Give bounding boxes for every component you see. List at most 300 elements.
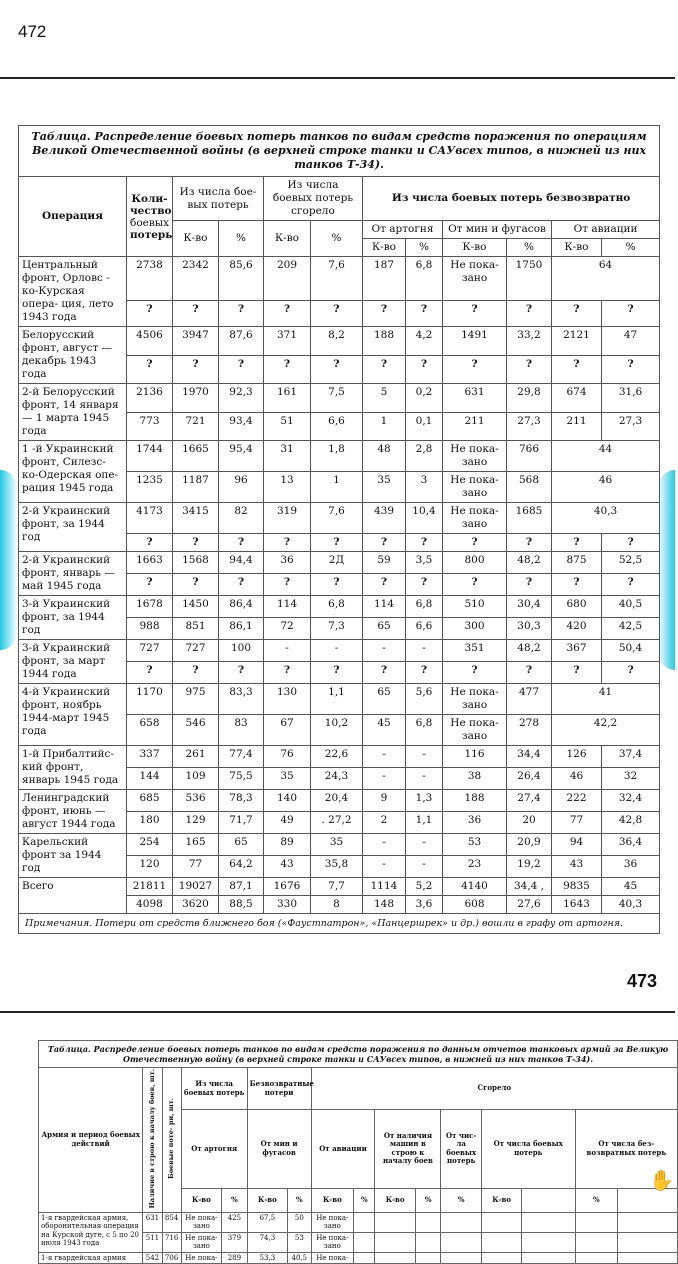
value-cell: 27,4	[507, 790, 552, 812]
value-cell	[375, 1212, 415, 1232]
table-row	[19, 327, 660, 356]
value-cell: 6,8	[406, 715, 443, 746]
value-cell: 6,6	[406, 618, 443, 640]
value-cell: 300	[443, 618, 507, 640]
header-pct: %	[602, 239, 660, 257]
value-cell	[441, 1232, 481, 1252]
h-kvo: К-во	[481, 1188, 521, 1212]
value-cell: 144	[127, 768, 173, 790]
header-kvo: К-во	[443, 239, 507, 257]
table-row	[19, 834, 660, 856]
page-divider-top	[0, 77, 675, 79]
value-cell: 685	[127, 790, 173, 812]
value-cell: ?	[173, 574, 219, 596]
value-cell: 2	[363, 812, 406, 834]
value-cell: 1,8	[311, 441, 363, 472]
value-cell: 568	[507, 472, 552, 503]
value-cell: 30,3	[507, 618, 552, 640]
army-cell: 1-я гвардейская армия	[39, 1252, 143, 1264]
table2-row	[39, 1212, 678, 1232]
value-cell: 254	[127, 834, 173, 856]
value-cell	[618, 1232, 678, 1252]
value-cell: ?	[552, 534, 602, 552]
value-cell: 94,4	[219, 552, 264, 574]
page-divider-bottom	[0, 1011, 675, 1013]
value-cell: 36	[602, 856, 660, 878]
value-cell: 82	[219, 503, 264, 534]
value-cell: 7,3	[311, 618, 363, 640]
value-cell: -	[406, 856, 443, 878]
value-cell: 45	[602, 878, 660, 896]
value-cell: ?	[363, 662, 406, 684]
value-cell: 371	[264, 327, 311, 356]
header-kvo: К-во	[264, 221, 311, 257]
value-cell: 4173	[127, 503, 173, 534]
value-cell: -	[363, 834, 406, 856]
header-of-irrec: От числа без- возвратных потерь	[575, 1110, 677, 1188]
value-cell: 148	[363, 896, 406, 914]
value-cell: 47	[602, 327, 660, 356]
value-cell: 209	[264, 257, 311, 301]
value-cell: 34,4	[507, 746, 552, 768]
value-cell: ?	[311, 574, 363, 596]
value-cell: 161	[264, 384, 311, 413]
left-edge-glow	[0, 470, 16, 650]
value-cell: 439	[363, 503, 406, 534]
value-cell: 78,3	[219, 790, 264, 812]
table-row	[19, 684, 660, 715]
value-cell: 716	[162, 1232, 181, 1252]
value-cell: Не пока- зано	[181, 1212, 221, 1232]
value-cell: 330	[264, 896, 311, 914]
value-cell: 30,4	[507, 596, 552, 618]
value-cell: ?	[443, 574, 507, 596]
hand-cursor-icon[interactable]: ✋	[649, 1168, 674, 1192]
value-cell: 3620	[173, 896, 219, 914]
value-cell: 510	[443, 596, 507, 618]
value-cell: 1,1	[311, 684, 363, 715]
value-cell: 319	[264, 503, 311, 534]
value-cell: 74,3	[247, 1232, 287, 1252]
value-cell	[415, 1252, 441, 1264]
value-cell: 5,2	[406, 878, 443, 896]
value-cell: 6,8	[311, 596, 363, 618]
value-cell: 32	[602, 768, 660, 790]
value-cell: 36,4	[602, 834, 660, 856]
value-cell: ?	[602, 301, 660, 327]
h-kvo: К-во	[181, 1188, 221, 1212]
header-pct: %	[311, 221, 363, 257]
value-cell: ?	[219, 662, 264, 684]
value-cell: 92,3	[219, 384, 264, 413]
value-cell: 674	[552, 384, 602, 413]
value-cell: 875	[552, 552, 602, 574]
value-cell	[375, 1252, 415, 1264]
value-cell	[415, 1212, 441, 1232]
value-cell: 67	[264, 715, 311, 746]
header-mines: От мин и фугасов	[443, 221, 552, 239]
value-cell: ?	[507, 574, 552, 596]
value-cell: 3947	[173, 327, 219, 356]
h-pct: %	[415, 1188, 441, 1212]
value-cell: 42,5	[602, 618, 660, 640]
value-cell: 77,4	[219, 746, 264, 768]
value-cell: 222	[552, 790, 602, 812]
value-cell: 988	[127, 618, 173, 640]
value-cell: -	[363, 768, 406, 790]
value-cell: 140	[264, 790, 311, 812]
value-cell: 536	[173, 790, 219, 812]
operation-cell: 1 -й Украинский фронт, Силезс- ко-Одерская опе- рация 1945 года	[19, 441, 127, 503]
value-cell: 86,1	[219, 618, 264, 640]
value-cell: 44	[552, 441, 660, 472]
value-cell: 4506	[127, 327, 173, 356]
value-cell: 34,4 ,	[507, 878, 552, 896]
value-cell: 188	[363, 327, 406, 356]
value-cell: 27,6	[507, 896, 552, 914]
table-row	[19, 441, 660, 472]
value-cell: Не пока- зано	[311, 1232, 354, 1252]
h-pct: %	[441, 1188, 481, 1212]
value-cell: 9	[363, 790, 406, 812]
value-cell: 1491	[443, 327, 507, 356]
value-cell: 289	[222, 1252, 248, 1264]
losses-table-operations	[18, 125, 660, 934]
value-cell: 658	[127, 715, 173, 746]
value-cell	[415, 1232, 441, 1252]
value-cell: ?	[552, 662, 602, 684]
operation-cell: Всего	[19, 878, 127, 914]
value-cell: 1235	[127, 472, 173, 503]
header-num-losses: От чис- ла боевых потерь	[441, 1110, 481, 1188]
value-cell: 2342	[173, 257, 219, 301]
value-cell: 9835	[552, 878, 602, 896]
header-kvo: К-во	[552, 239, 602, 257]
value-cell: 0,1	[406, 412, 443, 441]
page-number-top: 472	[18, 22, 47, 41]
value-cell	[575, 1212, 618, 1232]
value-cell: 1663	[127, 552, 173, 574]
h-kvo: К-во	[247, 1188, 287, 1212]
value-cell: 64	[552, 257, 660, 301]
value-cell: 95,4	[219, 441, 264, 472]
value-cell: Не пока-	[181, 1252, 221, 1264]
value-cell: 8	[311, 896, 363, 914]
value-cell: 1114	[363, 878, 406, 896]
value-cell: 2Д	[311, 552, 363, 574]
value-cell: 727	[127, 640, 173, 662]
value-cell: ?	[443, 301, 507, 327]
header-lost: Из числа боевых потерь	[181, 1068, 247, 1110]
value-cell: ?	[443, 534, 507, 552]
value-cell	[618, 1252, 678, 1264]
value-cell: 3,5	[406, 552, 443, 574]
value-cell: 379	[222, 1232, 248, 1252]
operation-cell: Белорусский фронт, август — декабрь 1943 года	[19, 327, 127, 384]
operation-cell: 4-й Украинский фронт, ноябрь 1944-март 1945 года	[19, 684, 127, 746]
header-total-losses: Коли- чество боевых потерь	[127, 177, 173, 257]
value-cell: 1678	[127, 596, 173, 618]
table-row	[19, 257, 660, 301]
table-row	[19, 878, 660, 896]
right-edge-glow	[659, 470, 675, 670]
value-cell: -	[363, 746, 406, 768]
value-cell: ?	[363, 355, 406, 384]
value-cell: 85,6	[219, 257, 264, 301]
value-cell	[354, 1252, 375, 1264]
header-irrecoverable: Из числа боевых потерь безвозвратно	[363, 177, 660, 221]
value-cell: 49	[264, 812, 311, 834]
value-cell: 46	[552, 768, 602, 790]
value-cell: ?	[173, 355, 219, 384]
value-cell: 48,2	[507, 552, 552, 574]
value-cell: 851	[173, 618, 219, 640]
value-cell: 41	[552, 684, 660, 715]
value-cell: 45	[363, 715, 406, 746]
value-cell: 608	[443, 896, 507, 914]
value-cell: 53,3	[247, 1252, 287, 1264]
value-cell: 425	[222, 1212, 248, 1232]
table2-row	[39, 1252, 678, 1264]
header-burned: Из числа боевых потерь сгорело	[264, 177, 363, 221]
value-cell: 3415	[173, 503, 219, 534]
value-cell: 83,3	[219, 684, 264, 715]
value-cell: 53	[443, 834, 507, 856]
h-pct: %	[354, 1188, 375, 1212]
table-note: Примечания. Потери от средств ближнего боя («Фаустпатрон», «Панцершрек» и др.) вошли в графу от артогня.	[19, 914, 660, 934]
value-cell: 7,5	[311, 384, 363, 413]
value-cell: 64,2	[219, 856, 264, 878]
value-cell: Не пока- зано	[181, 1232, 221, 1252]
value-cell: 37,4	[602, 746, 660, 768]
value-cell: 20,4	[311, 790, 363, 812]
value-cell: 278	[507, 715, 552, 746]
value-cell: 1665	[173, 441, 219, 472]
value-cell: 22,6	[311, 746, 363, 768]
value-cell: 130	[264, 684, 311, 715]
value-cell: 3	[406, 472, 443, 503]
value-cell: 33,2	[507, 327, 552, 356]
value-cell	[441, 1212, 481, 1232]
value-cell: ?	[173, 301, 219, 327]
value-cell: 120	[127, 856, 173, 878]
value-cell: 43	[552, 856, 602, 878]
value-cell: 65	[363, 684, 406, 715]
header-irrec: Безвозвратные потери	[247, 1068, 311, 1110]
value-cell: 261	[173, 746, 219, 768]
value-cell: 20,9	[507, 834, 552, 856]
header-pct: %	[219, 221, 264, 257]
value-cell: 1,1	[406, 812, 443, 834]
h-pct: %	[288, 1188, 311, 1212]
value-cell: 77	[552, 812, 602, 834]
value-cell: ?	[264, 355, 311, 384]
value-cell: 542	[143, 1252, 162, 1264]
value-cell: 2136	[127, 384, 173, 413]
value-cell: 21811	[127, 878, 173, 896]
header-pct: %	[507, 239, 552, 257]
value-cell: ?	[552, 574, 602, 596]
value-cell: -	[363, 856, 406, 878]
value-cell: 38	[443, 768, 507, 790]
value-cell: 1,3	[406, 790, 443, 812]
value-cell: ?	[363, 301, 406, 327]
operation-cell: Ленинградский фронт, июнь — август 1944 года	[19, 790, 127, 834]
value-cell	[354, 1232, 375, 1252]
operation-cell: 2-й Украинский фронт, январь — май 1945 года	[19, 552, 127, 596]
value-cell: 2738	[127, 257, 173, 301]
value-cell: 721	[173, 412, 219, 441]
value-cell: 71,7	[219, 812, 264, 834]
value-cell: 86,4	[219, 596, 264, 618]
header-artillery: От артогня	[363, 221, 443, 239]
value-cell: 1170	[127, 684, 173, 715]
value-cell: ?	[219, 355, 264, 384]
value-cell: 88,5	[219, 896, 264, 914]
value-cell: 40,5	[602, 596, 660, 618]
operation-cell: 1-й Прибалтийс- кий фронт, январь 1945 года	[19, 746, 127, 790]
value-cell: ?	[264, 301, 311, 327]
value-cell: 93,4	[219, 412, 264, 441]
value-cell: ?	[127, 662, 173, 684]
value-cell: ?	[311, 301, 363, 327]
value-cell: . 27,2	[311, 812, 363, 834]
header-aviation: От авиации	[552, 221, 660, 239]
value-cell: 188	[443, 790, 507, 812]
h-pct: %	[222, 1188, 248, 1212]
value-cell: 83	[219, 715, 264, 746]
operation-cell: 3-й Украинский фронт, за март 1944 года	[19, 640, 127, 684]
value-cell: 1568	[173, 552, 219, 574]
value-cell: ?	[363, 574, 406, 596]
value-cell: -	[406, 834, 443, 856]
operation-cell: 2-й Белорусский фронт, 14 января — 1 марта 1945 года	[19, 384, 127, 441]
value-cell	[375, 1232, 415, 1252]
value-cell: 129	[173, 812, 219, 834]
value-cell: 65	[219, 834, 264, 856]
value-cell: 4,2	[406, 327, 443, 356]
table2-body	[39, 1212, 678, 1264]
value-cell: 77	[173, 856, 219, 878]
value-cell: Не пока- зано	[443, 715, 507, 746]
value-cell	[522, 1252, 575, 1264]
operation-cell: 2-й Украинский фронт, за 1944 год	[19, 503, 127, 552]
value-cell: 126	[552, 746, 602, 768]
value-cell: ?	[443, 355, 507, 384]
value-cell: 1450	[173, 596, 219, 618]
header-kvo: К-во	[173, 221, 219, 257]
value-cell: 36	[264, 552, 311, 574]
value-cell: 87,1	[219, 878, 264, 896]
table-body	[19, 257, 660, 914]
value-cell	[575, 1232, 618, 1252]
value-cell: 1970	[173, 384, 219, 413]
value-cell: 59	[363, 552, 406, 574]
header-army: Армия и период боевых действий	[39, 1068, 143, 1213]
value-cell: 773	[127, 412, 173, 441]
value-cell: 680	[552, 596, 602, 618]
value-cell: 511	[143, 1232, 162, 1252]
operation-cell: 3-й Украинский фронт, за 1944 год	[19, 596, 127, 640]
value-cell: ?	[602, 534, 660, 552]
value-cell: 7,6	[311, 503, 363, 534]
value-cell: ?	[311, 662, 363, 684]
value-cell: 100	[219, 640, 264, 662]
value-cell: 187	[363, 257, 406, 301]
value-cell: 27,3	[602, 412, 660, 441]
value-cell: 52,5	[602, 552, 660, 574]
header-burned: Сгорело	[311, 1068, 677, 1110]
value-cell: ?	[406, 355, 443, 384]
value-cell: 67,5	[247, 1212, 287, 1232]
value-cell: 1750	[507, 257, 552, 301]
value-cell: -	[311, 640, 363, 662]
value-cell	[522, 1232, 575, 1252]
value-cell: 8,2	[311, 327, 363, 356]
value-cell: 114	[264, 596, 311, 618]
value-cell: 87,6	[219, 327, 264, 356]
value-cell: 5	[363, 384, 406, 413]
h-pct: %	[575, 1188, 618, 1212]
value-cell: 19027	[173, 878, 219, 896]
h-kvo: К-во	[311, 1188, 354, 1212]
table2-caption: Таблица. Распределение боевых потерь танков по видам средств поражения по данным отчетов танковых армий за Великую Отечественную войну (в верхней строке танки и САУвсех типов, в нижней из них танков Т-34).	[39, 1041, 678, 1068]
value-cell: 50,4	[602, 640, 660, 662]
value-cell: Не пока- зано	[443, 684, 507, 715]
value-cell: 351	[443, 640, 507, 662]
army-cell: 1-я гвардейская армия, оборонительная операция на Курской дуге, с 5 по 20 июля 1943 года	[39, 1212, 143, 1252]
value-cell: 766	[507, 441, 552, 472]
value-cell: 800	[443, 552, 507, 574]
value-cell: 7,6	[311, 257, 363, 301]
header-avia: От авиации	[311, 1110, 375, 1188]
value-cell: ?	[507, 355, 552, 384]
value-cell: 727	[173, 640, 219, 662]
value-cell: 706	[162, 1252, 181, 1264]
value-cell: 1685	[507, 503, 552, 534]
value-cell: ?	[173, 662, 219, 684]
value-cell: ?	[507, 534, 552, 552]
value-cell: 53	[288, 1232, 311, 1252]
value-cell: ?	[406, 534, 443, 552]
value-cell: 6,8	[406, 596, 443, 618]
header-kvo: К-во	[363, 239, 406, 257]
value-cell: 46	[552, 472, 660, 503]
value-cell: 31	[264, 441, 311, 472]
value-cell: 13	[264, 472, 311, 503]
value-cell: 10,4	[406, 503, 443, 534]
value-cell: -	[406, 768, 443, 790]
value-cell: 35	[264, 768, 311, 790]
value-cell: 6,6	[311, 412, 363, 441]
value-cell: ?	[552, 301, 602, 327]
value-cell: 48,2	[507, 640, 552, 662]
value-cell: -	[363, 640, 406, 662]
value-cell: ?	[264, 574, 311, 596]
header-in-service: Наличие в строю к началу боев, шт.	[143, 1068, 162, 1213]
header-operation: Операция	[19, 177, 127, 257]
value-cell: 114	[363, 596, 406, 618]
value-cell: 26,4	[507, 768, 552, 790]
value-cell: 27,3	[507, 412, 552, 441]
header-art: От артогня	[181, 1110, 247, 1188]
value-cell: ?	[264, 534, 311, 552]
value-cell: 23	[443, 856, 507, 878]
value-cell: ?	[507, 301, 552, 327]
value-cell: ?	[602, 355, 660, 384]
value-cell: 2,8	[406, 441, 443, 472]
value-cell	[618, 1212, 678, 1232]
